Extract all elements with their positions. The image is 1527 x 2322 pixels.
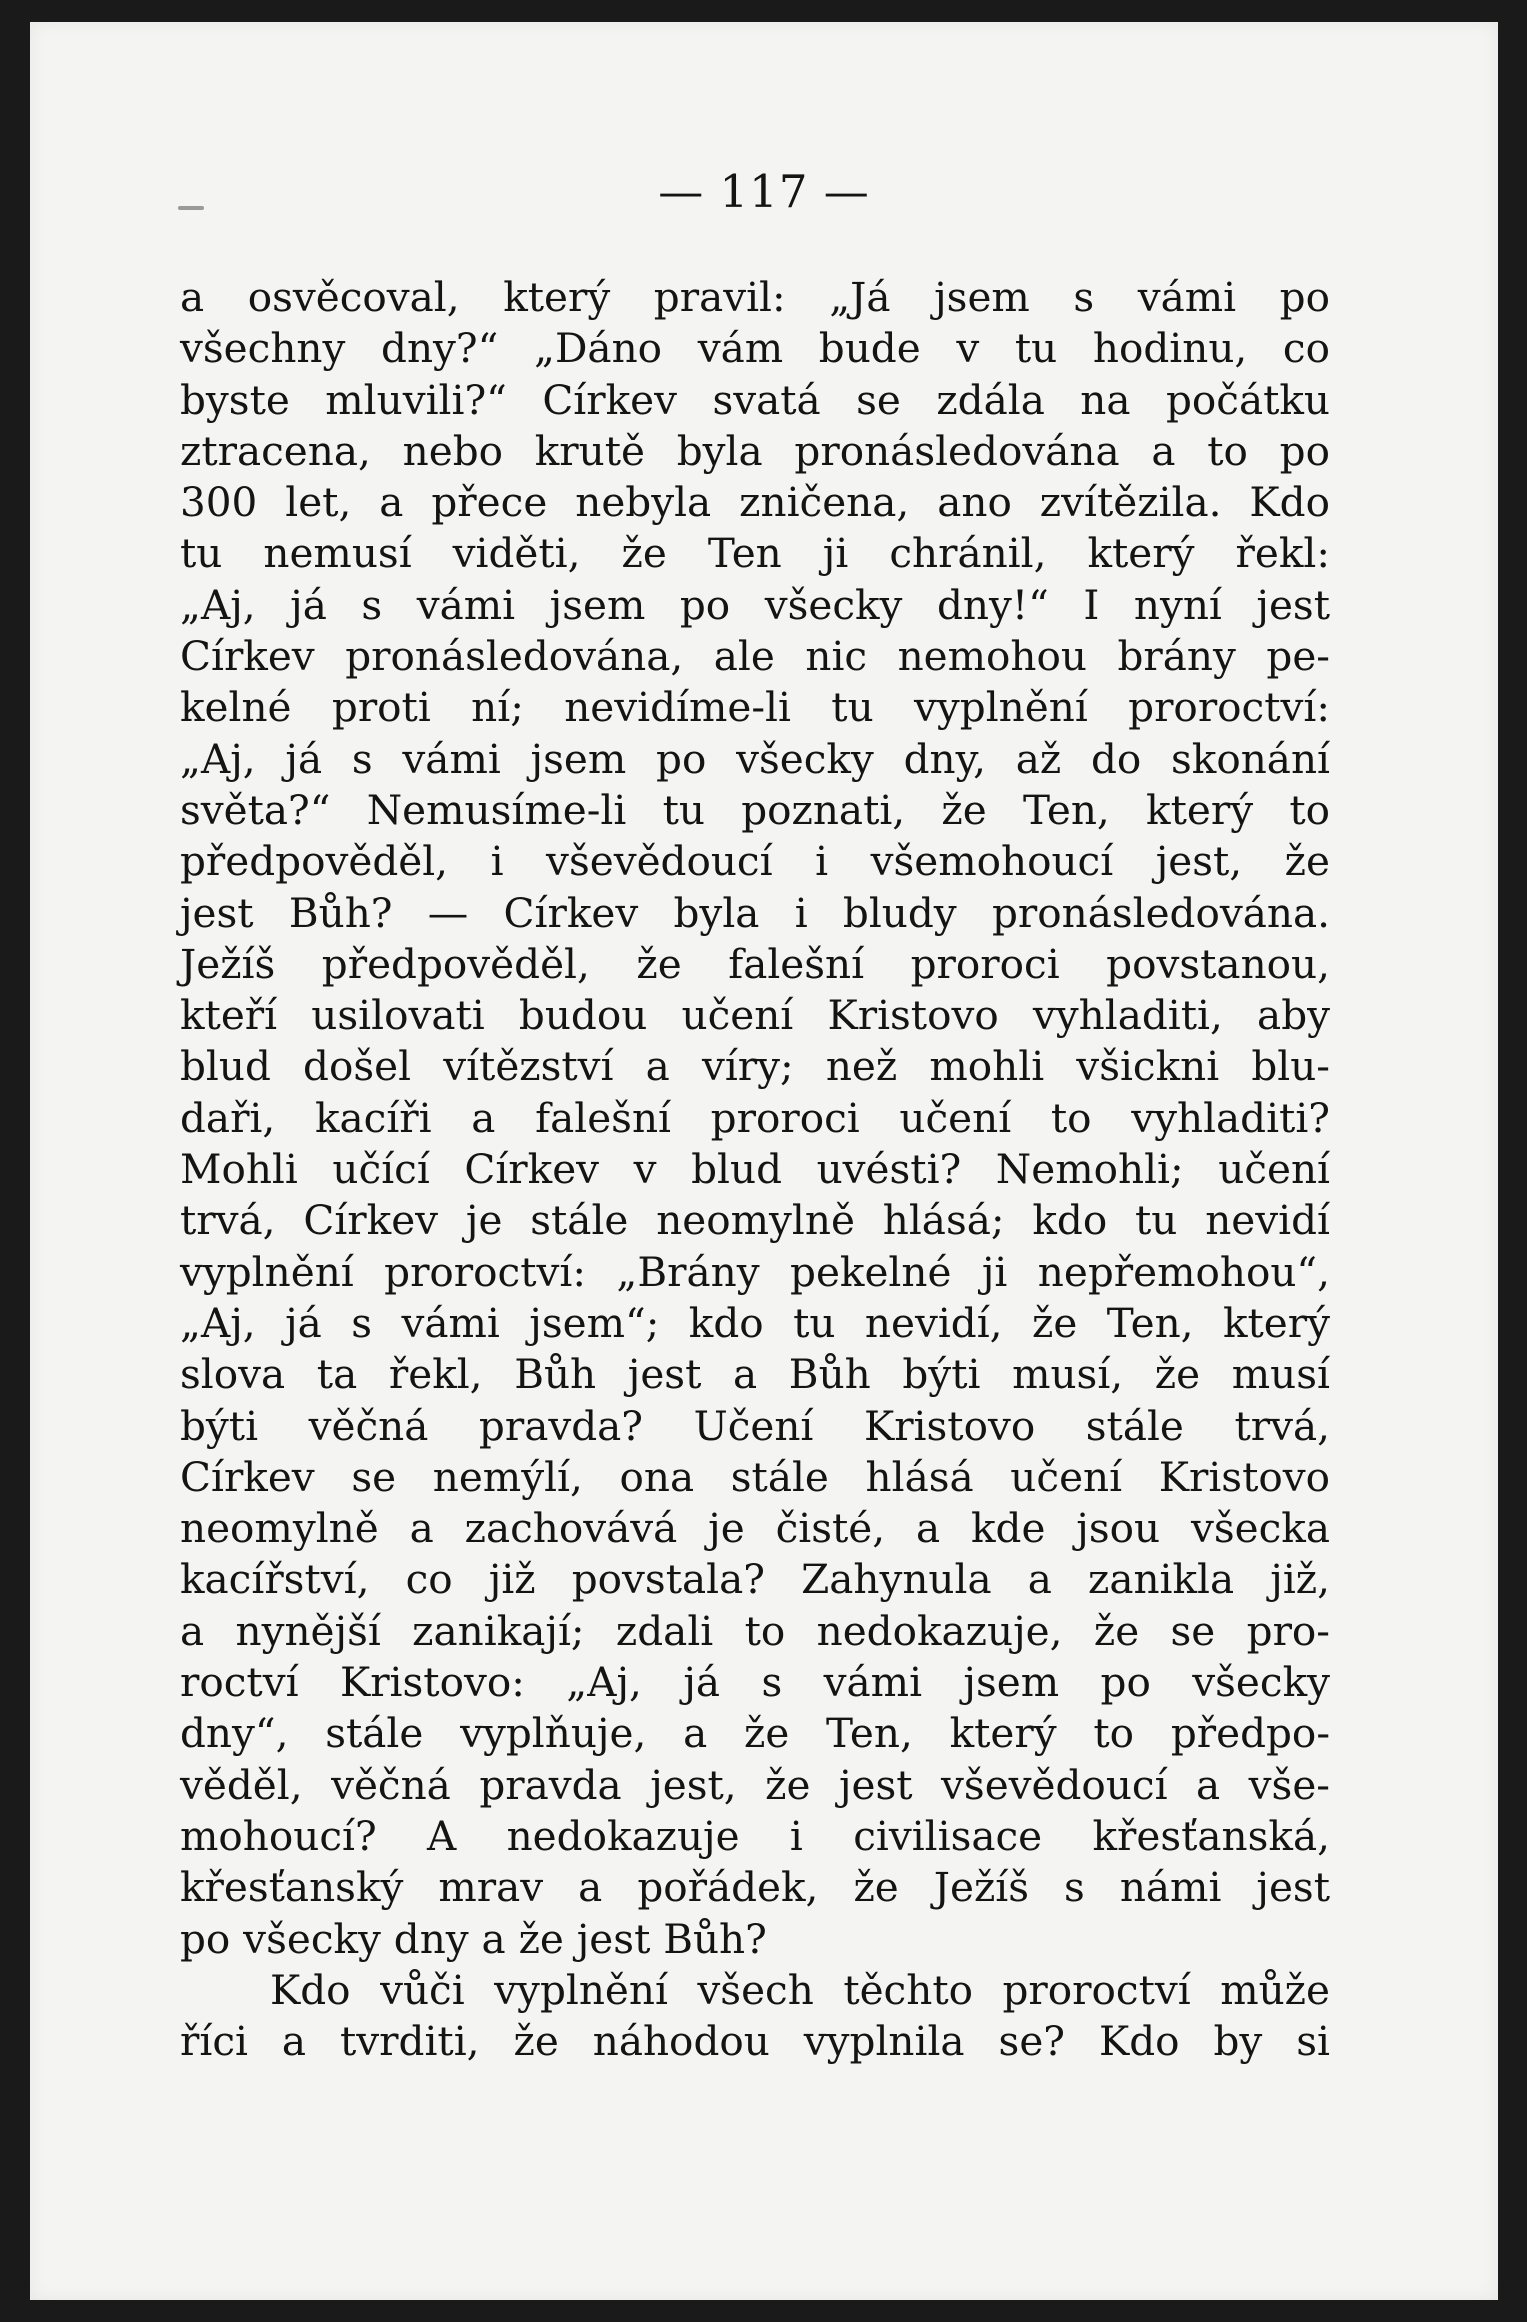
text-line: byste mluvili?“ Církev svatá se zdála na počátku: [180, 375, 1330, 424]
text-line: všechny dny?“ „Dáno vám bude v tu hodinu, co: [180, 324, 1330, 373]
text-line: kacířství, co již povstala? Zahynula a zanikla již,: [180, 1555, 1330, 1604]
text-line: jest Bůh? — Církev byla i bludy pronásledována.: [180, 888, 1330, 937]
text-line: 300 let, a přece nebyla zničena, ano zvítězila. Kdo: [180, 478, 1330, 527]
text-line: kteří usilovati budou učení Kristovo vyhladiti, aby: [180, 991, 1330, 1040]
text-line: předpověděl, i vševědoucí i všemohoucí jest, že: [180, 837, 1330, 886]
text-line: Kdo vůči vyplnění všech těchto proroctví může: [270, 1965, 1330, 2014]
text-line: a nynější zanikají; zdali to nedokazuje, že se pro-: [180, 1606, 1330, 1655]
text-line: mohoucí? A nedokazuje i civilisace křesťanská,: [180, 1811, 1330, 1860]
text-line: býti věčná pravda? Učení Kristovo stále trvá,: [180, 1401, 1330, 1450]
text-line: dny“, stále vyplňuje, a že Ten, který to předpo-: [180, 1709, 1330, 1758]
body-text: [180, 272, 1330, 2067]
text-line: slova ta řekl, Bůh jest a Bůh býti musí, že musí: [180, 1350, 1330, 1399]
text-line: věděl, věčná pravda jest, že jest vševědoucí a vše-: [180, 1760, 1330, 1809]
page-number: — 117 —: [658, 165, 870, 218]
text-line: „Aj, já s vámi jsem po všecky dny, až do skonání: [180, 734, 1330, 783]
text-line: světa?“ Nemusíme-li tu poznati, že Ten, který to: [180, 785, 1330, 834]
text-line: a osvěcoval, který pravil: „Já jsem s vámi po: [180, 273, 1330, 321]
text-line: „Aj, já s vámi jsem po všecky dny!“ I nyní jest: [180, 580, 1330, 629]
text-line: kelné proti ní; nevidíme-li tu vyplnění proroctví:: [180, 683, 1330, 732]
text-line: daři, kacíři a falešní proroci učení to vyhladiti?: [180, 1093, 1330, 1142]
text-line: Církev se nemýlí, ona stále hlásá učení Kristovo: [180, 1452, 1330, 1501]
book-page: [30, 22, 1498, 2300]
text-line: neomylně a zachovává je čisté, a kde jsou všecka: [180, 1504, 1330, 1553]
text-line: Církev pronásledována, ale nic nemohou brány pe-: [180, 632, 1330, 681]
text-line: ztracena, nebo krutě byla pronásledována a to po: [180, 426, 1330, 475]
text-line: „Aj, já s vámi jsem“; kdo tu nevidí, že Ten, který: [180, 1298, 1330, 1347]
text-line: trvá, Církev je stále neomylně hlásá; kdo tu nevidí: [180, 1196, 1330, 1245]
text-line: křesťanský mrav a pořádek, že Ježíš s námi jest: [180, 1863, 1330, 1912]
text-line: roctví Kristovo: „Aj, já s vámi jsem po všecky: [180, 1658, 1330, 1707]
text-line: po všecky dny a že jest Bůh?: [180, 1914, 767, 1963]
text-line: blud došel vítězství a víry; než mohli všickni blu-: [180, 1042, 1330, 1091]
text-line: Ježíš předpověděl, že falešní proroci povstanou,: [180, 939, 1330, 988]
text-line: tu nemusí viděti, že Ten ji chránil, který řekl:: [180, 529, 1330, 578]
text-line: vyplnění proroctví: „Brány pekelné ji nepřemohou“,: [180, 1247, 1330, 1296]
text-line: Mohli učící Církev v blud uvésti? Nemohli; učení: [180, 1145, 1330, 1194]
text-line: říci a tvrditi, že náhodou vyplnila se? Kdo by si: [180, 2017, 1330, 2066]
